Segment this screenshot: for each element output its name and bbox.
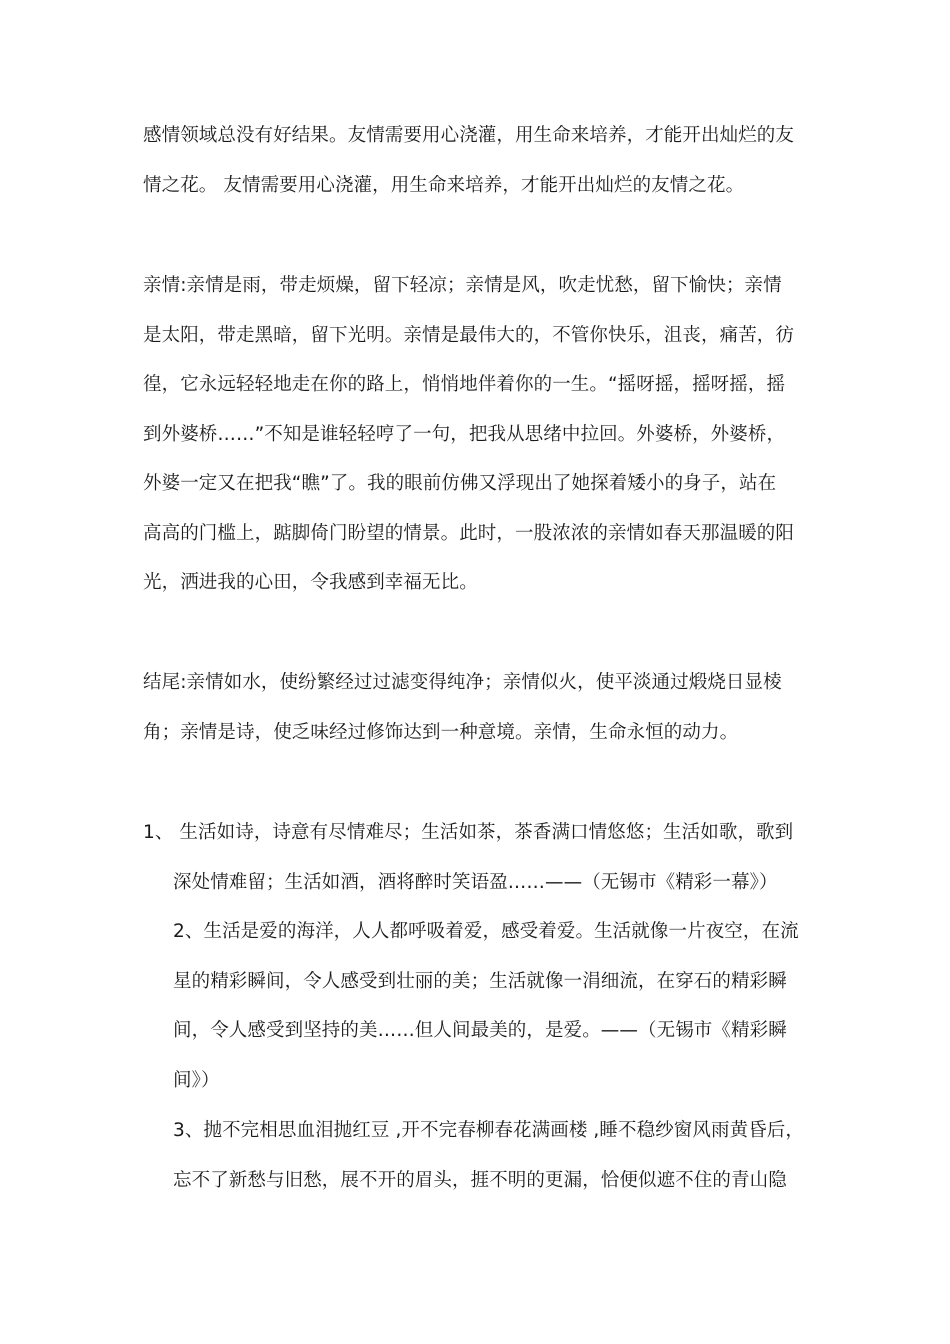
text-line: 深处情难留；生活如酒，酒将醉时笑语盈……——（无锡市《精彩一幕》） <box>173 871 778 893</box>
text-line: 外婆一定又在把我“瞧”了。我的眼前仿佛又浮现出了她探着矮小的身子，站在 <box>143 473 777 494</box>
text-line: 光，洒进我的心田，令我感到幸福无比。 <box>143 572 478 593</box>
text-line: 星的精彩瞬间，令人感受到壮丽的美；生活就像一涓细流，在穿石的精彩瞬 <box>173 970 787 992</box>
text-line: 到外婆桥……”不知是谁轻轻哼了一句，把我从思绪中拉回。外婆桥，外婆桥， <box>143 423 786 445</box>
text-line: 徨，它永远轻轻地走在你的路上，悄悄地伴着你的一生。“摇呀摇，摇呀摇，摇 <box>143 374 786 395</box>
text-line: 角；亲情是诗，使乏味经过修饰达到一种意境。亲情，生命永恒的动力。 <box>143 721 739 743</box>
text-line: 间，令人感受到坚持的美……但人间最美的，是爱。——（无锡市《精彩瞬 <box>173 1020 787 1041</box>
text-line: 忘不了新愁与旧愁，展不开的眉头，捱不明的更漏，恰便似遮不住的青山隐 <box>173 1169 787 1191</box>
text-line: 情之花。 友情需要用心浇灌，用生命来培养，才能开出灿烂的友情之花。 <box>143 174 745 196</box>
list-item-2 <box>173 907 813 1105</box>
text-line: 1、 生活如诗，诗意有尽情难尽；生活如茶，茶香满口情悠悠；生活如歌，歌到 <box>143 822 794 843</box>
text-line: 感情领域总没有好结果。友情需要用心浇灌，用生命来培养，才能开出灿烂的友 <box>143 125 795 146</box>
text-line: 是太阳，带走黑暗，留下光明。亲情是最伟大的，不管你快乐，沮丧，痛苦，彷 <box>143 324 795 346</box>
list-item-1 <box>143 808 811 907</box>
list-item-3 <box>173 1106 813 1205</box>
text-line: 2、生活是爱的海洋，人人都呼吸着爱，感受着爱。生活就像一片夜空，在流 <box>173 921 799 942</box>
paragraph-family-affection <box>143 261 811 608</box>
text-line: 3、抛不完相思血泪抛红豆 ,开不完春柳春花满画楼 ,睡不稳纱窗风雨黄昏后， <box>173 1120 804 1141</box>
paragraph-conclusion <box>143 658 811 757</box>
text-line: 结尾:亲情如水，使纷繁经过过滤变得纯净；亲情似火，使平淡通过煅烧日显棱 <box>143 672 782 693</box>
text-line: 亲情:亲情是雨，带走烦燥，留下轻凉；亲情是风，吹走忧愁，留下愉快；亲情 <box>143 275 782 296</box>
paragraph-friendship-ending <box>143 111 811 210</box>
text-line: 间》） <box>173 1069 220 1091</box>
text-line: 高高的门槛上，踮脚倚门盼望的情景。此时，一股浓浓的亲情如春天那温暖的阳 <box>143 522 795 544</box>
